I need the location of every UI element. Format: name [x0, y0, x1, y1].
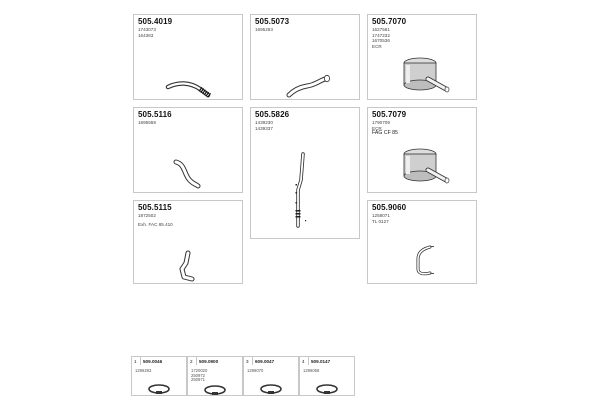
part-ref: 1627561 [372, 27, 390, 32]
clamp-icon [256, 383, 286, 395]
small-part-ref: 250971 [191, 377, 205, 382]
part-number: 505.7079 [372, 110, 407, 119]
small-part-ref: 1720020 [191, 368, 208, 373]
part-ref: 1695263 [255, 27, 273, 32]
small-part-ref: 1296058 [303, 368, 320, 373]
bent-pipe-icon [172, 249, 202, 283]
divider [252, 357, 253, 365]
part-panel-505-5115 [133, 200, 243, 284]
small-part-ref: 1296070 [247, 368, 264, 373]
part-number: 505.5073 [255, 17, 290, 26]
part-ref: 1439337 [255, 125, 273, 131]
part-number: 505.5115 [138, 203, 172, 212]
small-part-ref: 1296293 [135, 368, 152, 373]
small-part-index: 2 [190, 359, 193, 364]
part-ref: 1747232 [372, 32, 390, 38]
curved-pipe-icon [164, 73, 220, 103]
part-ref: 1439230 [255, 120, 273, 125]
part-ref: 1258071 [372, 213, 390, 218]
long-pipe-icon [289, 150, 313, 232]
small-part-number: 509.0147 [311, 359, 331, 364]
small-part-index: 3 [246, 359, 249, 364]
part-ref: 1872502 [138, 213, 156, 218]
small-part-number: 609.0047 [255, 359, 275, 364]
part-panel-505-7079 [367, 107, 477, 193]
part-panel-505-4019 [133, 14, 243, 100]
part-ref: ECR [372, 43, 382, 49]
bent-pipe-icon [283, 69, 337, 101]
silencer-icon [398, 55, 458, 99]
part-number: 505.5116 [138, 110, 172, 119]
part-panel-505-7070 [367, 14, 477, 100]
part-ref: 1743073 [138, 27, 156, 32]
part-panel-505-5826 [250, 107, 360, 239]
part-number: 505.4019 [138, 17, 173, 26]
clamp-icon [200, 384, 230, 396]
part-panel-505-5073 [250, 14, 360, 100]
part-note: Exh. FAC 85.410 [138, 222, 173, 227]
part-number: 505.7070 [372, 17, 407, 26]
part-ref: FAG CF 85 [372, 130, 398, 136]
divider [196, 357, 197, 365]
small-part-cell-4 [299, 356, 355, 396]
part-panel-505-9060 [367, 200, 477, 284]
part-number: 505.9060 [372, 203, 407, 212]
small-part-cell-3 [243, 356, 299, 396]
small-part-ref: 250972 [191, 372, 205, 378]
small-part-cell-1 [131, 356, 187, 396]
part-number: 505.5826 [255, 110, 290, 119]
part-panel-505-5116 [133, 107, 243, 193]
part-ref: TL 0127 [372, 218, 389, 224]
small-part-index: 1 [134, 359, 137, 364]
small-part-cell-2 [187, 356, 243, 396]
part-ref: 164363 [138, 32, 154, 38]
bent-pipe-icon [170, 158, 206, 192]
small-part-index: 4 [302, 359, 305, 364]
small-part-number: 509.0046 [143, 359, 163, 364]
small-part-number: 509.0900 [199, 359, 219, 364]
part-ref: ECR [372, 125, 382, 131]
divider [308, 357, 309, 365]
part-ref: 1695559 [138, 120, 156, 125]
part-ref: 1790709 [372, 120, 390, 125]
divider [140, 357, 141, 365]
bent-pipe-icon [408, 241, 442, 281]
clamp-icon [144, 383, 174, 395]
silencer-icon [398, 146, 458, 190]
part-ref: 1670536 [372, 38, 390, 43]
clamp-icon [312, 383, 342, 395]
